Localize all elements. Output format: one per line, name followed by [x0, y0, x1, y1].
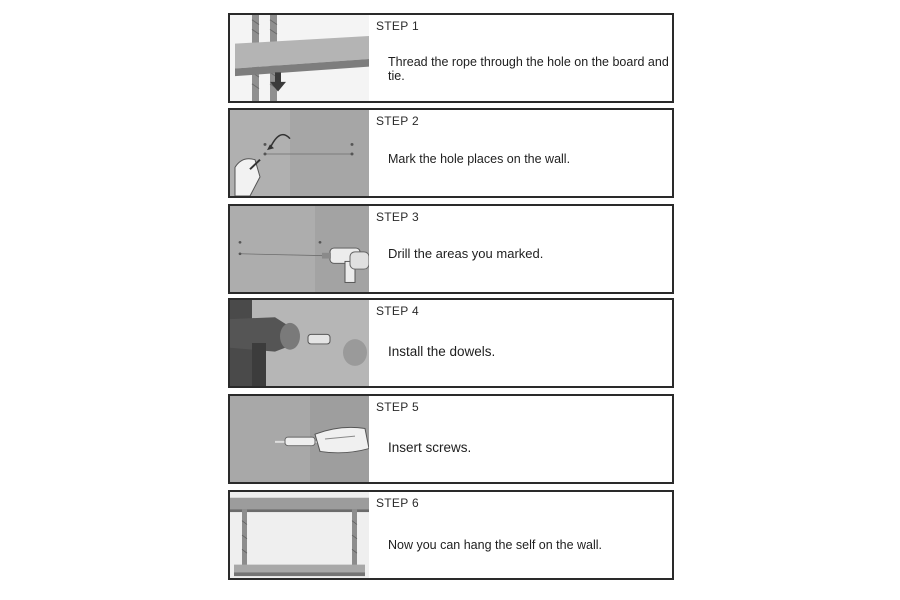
drill-illustration — [230, 206, 369, 292]
step-6-panel — [228, 490, 674, 580]
step-label: STEP 2 — [376, 114, 419, 128]
step-label: STEP 4 — [376, 304, 419, 318]
hanging-shelf-illustration — [230, 492, 369, 578]
hammer-dowel-illustration — [230, 300, 369, 386]
step-description: Insert screws. — [388, 440, 472, 455]
step-label: STEP 6 — [376, 496, 419, 510]
step-2-panel — [228, 108, 674, 198]
step-label: STEP 1 — [376, 19, 419, 33]
step-4-panel — [228, 298, 674, 388]
step-description: Thread the rope through the hole on the board and tie. — [388, 55, 669, 83]
step-1-panel — [228, 13, 674, 103]
rope-board-illustration — [230, 15, 369, 101]
step-label: STEP 3 — [376, 210, 419, 224]
step-description: Mark the hole places on the wall. — [388, 152, 571, 166]
step-description: Install the dowels. — [388, 344, 496, 359]
screwdriver-illustration — [230, 396, 369, 482]
step-5-panel — [228, 394, 674, 484]
step-label: STEP 5 — [376, 400, 419, 414]
mark-wall-illustration — [230, 110, 369, 196]
step-description: Drill the areas you marked. — [388, 246, 544, 261]
step-3-panel — [228, 204, 674, 294]
step-description: Now you can hang the self on the wall. — [388, 538, 603, 552]
